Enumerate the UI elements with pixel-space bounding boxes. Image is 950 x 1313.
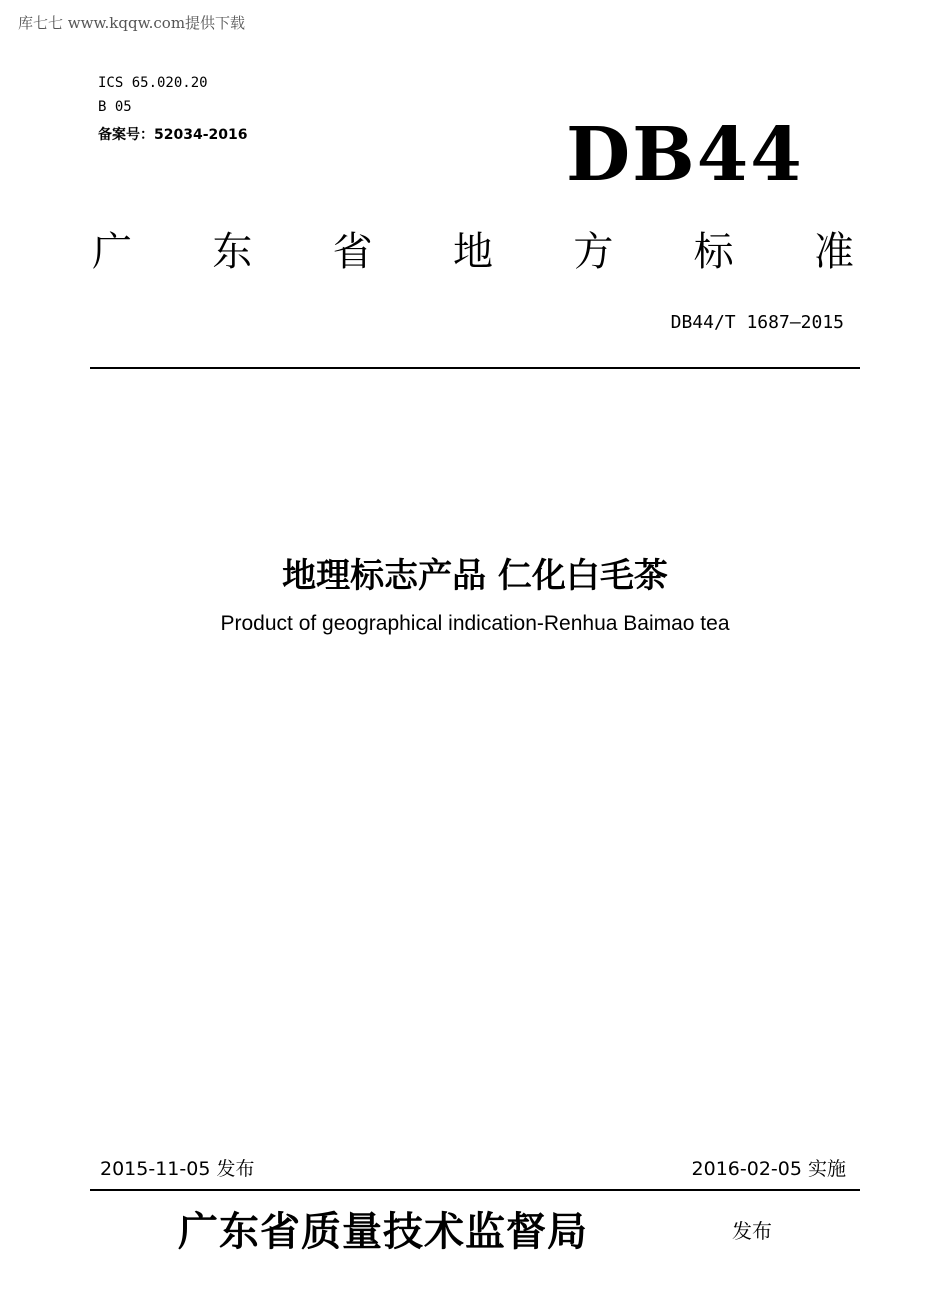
bottom-divider <box>90 1189 860 1191</box>
top-divider <box>90 367 860 369</box>
standard-number: DB44/T 1687—2015 <box>670 312 844 333</box>
classification-code: B 05 <box>98 99 132 115</box>
standard-type-char: 广 <box>92 229 132 275</box>
standard-type-char: 方 <box>573 229 614 275</box>
issue-date: 2015-11-05 发布 <box>100 1158 255 1180</box>
standard-type-char: 标 <box>693 229 734 275</box>
issuing-label: 发布 <box>732 1219 772 1243</box>
standard-type-char: 省 <box>332 229 373 275</box>
ics-code: ICS 65.020.20 <box>98 75 208 91</box>
issuing-authority: 广东省质量技术监督局 <box>178 1208 588 1255</box>
standard-type-heading <box>92 220 854 277</box>
implementation-date: 2016-02-05 实施 <box>691 1158 846 1180</box>
document-title-cn: 地理标志产品 仁化白毛茶 <box>282 556 668 596</box>
watermark-text: 库七七 www.kqqw.com提供下载 <box>18 14 246 32</box>
standard-type-char: 准 <box>813 229 854 275</box>
db44-logo: DB44 <box>566 112 804 198</box>
document-title-en: Product of geographical indication-Renhua Baimao tea <box>220 612 730 635</box>
standard-type-char: 地 <box>452 229 493 275</box>
record-number: 备案号：52034-2016 <box>98 127 248 143</box>
standard-type-char: 东 <box>212 229 253 275</box>
